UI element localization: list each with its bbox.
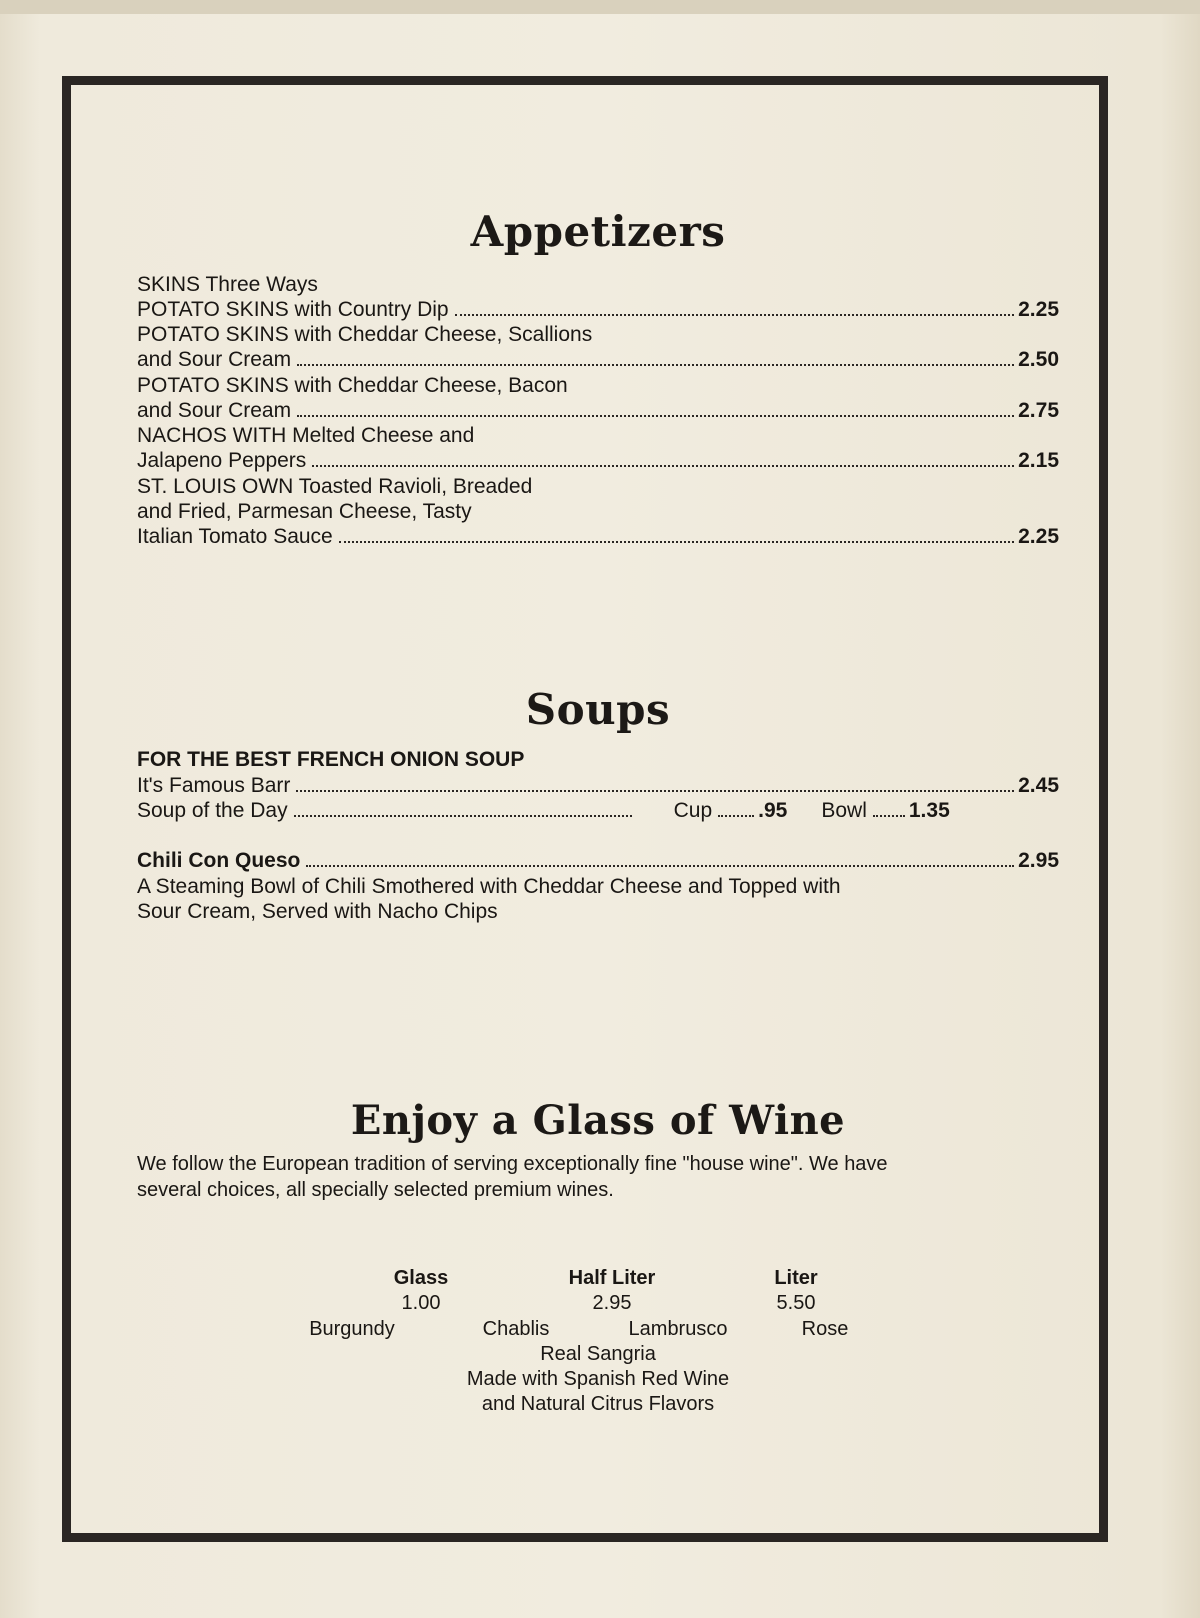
- leader-dots: [718, 815, 754, 817]
- menu-item: [137, 347, 1059, 373]
- item-name: It's Famous Barr: [137, 774, 291, 797]
- item-name: Jalapeno Peppers: [137, 449, 307, 472]
- menu-item: [137, 448, 1059, 474]
- item-price: 2.45: [1018, 774, 1059, 797]
- item-price: 2.75: [1018, 399, 1059, 422]
- item-price: 2.25: [1018, 298, 1059, 321]
- wine-size-label: Glass: [393, 1267, 449, 1289]
- menu-item: [137, 297, 1059, 323]
- leader-dots: [339, 540, 1014, 543]
- item-price: 2.95: [1018, 849, 1059, 872]
- leader-dots: [873, 815, 905, 817]
- wine-size-glass: [351, 1266, 491, 1316]
- item-description: Sour Cream, Served with Nacho Chips: [137, 900, 498, 923]
- leader-dots: [297, 363, 1014, 366]
- item-name: POTATO SKINS with Cheddar Cheese, Scallions: [137, 323, 593, 346]
- item-name: ST. LOUIS OWN Toasted Ravioli, Breaded: [137, 475, 533, 498]
- item-name: Soup of the Day: [137, 799, 288, 822]
- appetizers-subtitle: SKINS Three Ways: [137, 273, 318, 296]
- top-edge: [0, 0, 1200, 14]
- menu-item: [137, 798, 1059, 824]
- item-price: 2.15: [1018, 449, 1059, 472]
- sangria-description: Made with Spanish Red Wine: [466, 1368, 730, 1390]
- leader-dots: [297, 414, 1014, 417]
- cup-label: Cup: [673, 799, 713, 822]
- leader-dots: [312, 464, 1014, 467]
- menu-item: [137, 398, 1059, 424]
- sangria-name: Real Sangria: [540, 1343, 656, 1365]
- wine-variety: Chablis: [482, 1318, 550, 1340]
- wine-variety: Rose: [801, 1318, 849, 1340]
- wine-description-line: several choices, all specially selected premium wines.: [137, 1179, 614, 1201]
- leader-dots: [294, 815, 632, 817]
- item-price: 2.25: [1018, 525, 1059, 548]
- item-price: 2.50: [1018, 348, 1059, 371]
- menu-item: [137, 773, 1059, 799]
- wine-size-label: Half Liter: [568, 1267, 656, 1289]
- appetizers-title: Appetizers: [470, 207, 726, 256]
- wine-variety: Lambrusco: [628, 1318, 728, 1340]
- sangria-description: and Natural Citrus Flavors: [481, 1393, 715, 1415]
- wine-size-price: 2.95: [592, 1292, 632, 1314]
- bowl-label: Bowl: [821, 799, 867, 822]
- menu-item: [137, 848, 1059, 874]
- leader-dots: [306, 864, 1014, 867]
- wine-size-price: 5.50: [776, 1292, 816, 1314]
- menu-item: [137, 524, 1059, 550]
- wine-title: Enjoy a Glass of Wine: [350, 1097, 846, 1144]
- item-name: and Sour Cream: [137, 399, 292, 422]
- wine-description-line: We follow the European tradition of serving exceptionally fine "house wine". We have: [137, 1153, 888, 1175]
- item-name: Chili Con Queso: [137, 849, 301, 872]
- wine-size-label: Liter: [774, 1267, 818, 1289]
- menu-frame: [62, 76, 1108, 1542]
- wine-variety: Burgundy: [309, 1318, 395, 1340]
- item-name: NACHOS WITH Melted Cheese and: [137, 424, 475, 447]
- item-name: POTATO SKINS with Cheddar Cheese, Bacon: [137, 374, 568, 397]
- soups-heading: FOR THE BEST FRENCH ONION SOUP: [137, 748, 525, 771]
- item-name: and Sour Cream: [137, 348, 292, 371]
- cup-price: .95: [758, 799, 788, 822]
- item-name: Italian Tomato Sauce: [137, 525, 333, 548]
- leader-dots: [296, 789, 1014, 792]
- wine-size-half-liter: [537, 1266, 687, 1316]
- wine-size-liter: [751, 1266, 841, 1316]
- soups-title: Soups: [525, 685, 671, 734]
- bowl-price: 1.35: [908, 799, 950, 822]
- wine-size-price: 1.00: [401, 1292, 441, 1314]
- item-name: POTATO SKINS with Country Dip: [137, 298, 449, 321]
- item-name: and Fried, Parmesan Cheese, Tasty: [137, 500, 472, 523]
- wine-description: [137, 1151, 1059, 1203]
- leader-dots: [455, 313, 1015, 316]
- item-description: A Steaming Bowl of Chili Smothered with Cheddar Cheese and Topped with: [137, 875, 841, 898]
